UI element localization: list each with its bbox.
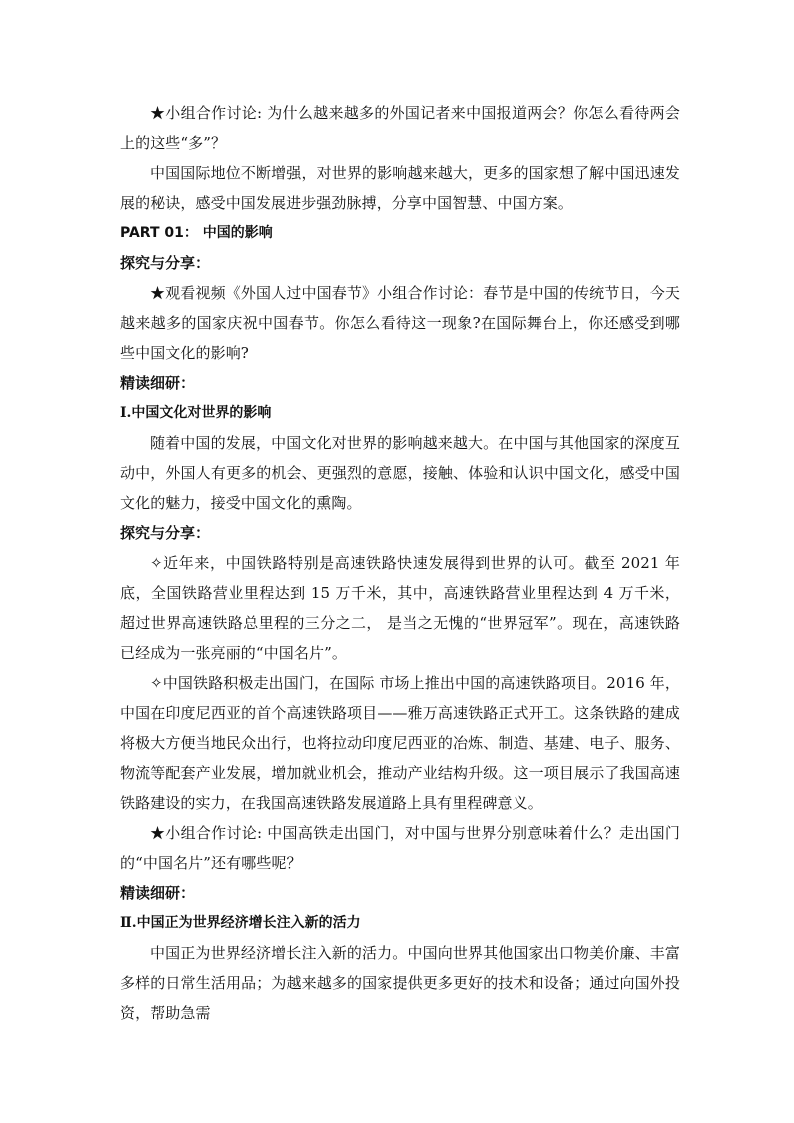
close-reading-heading-2: 精读细研： xyxy=(120,884,196,902)
intro-paragraph: 中国国际地位不断增强，对世界的影响越来越大，更多的国家想了解中国迅速发展的秘诀，感受中国发展进步强劲脉搏，分享中国智慧、中国方案。 xyxy=(120,164,680,212)
subheading-world-economy: Ⅱ.中国正为世界经济增长注入新的活力 xyxy=(120,915,361,931)
culture-influence-paragraph: 随着中国的发展，中国文化对世界的影响越来越大。在中国与其他国家的深度互动中，外国人有更多的机会、更强烈的意愿，接触、体验和认识中国文化，感受中国文化的魅力，接受中国文化的熏陶。 xyxy=(120,434,680,512)
subheading-chinese-culture: Ⅰ.中国文化对世界的影响 xyxy=(120,405,272,421)
railway-item-1: ✧近年来，中国铁路特别是高速铁路快速发展得到世界的认可。截至 2021 年底，全国铁路营业里程达到 15 万千米，其中，高速铁路营业里程达到 4 万千米，超过世界高速铁路总里程的三分之二， 是当之无愧的“世界冠军”。现在，高速铁路已经成为一张亮丽的“中国名片”。 xyxy=(120,554,680,662)
explore-share-heading-2: 探究与分享： xyxy=(120,524,211,542)
economy-paragraph: 中国正为世界经济增长注入新的活力。中国向世界其他国家出口物美价廉、丰富多样的日常生活用品；为越来越多的国家提供更多更好的技术和设备；通过向国外投资，帮助急需 xyxy=(120,944,680,1022)
spring-festival-discussion: ★观看视频《外国人过中国春节》小组合作讨论：春节是中国的传统节日，今天越来越多的国家庆祝中国春节。你怎么看待这一现象?在国际舞台上，你还感受到哪些中国文化的影响? xyxy=(120,284,680,362)
part-title: PART 01： 中国的影响 xyxy=(120,225,273,241)
document-page xyxy=(120,98,680,1028)
discussion-prompt-two-sessions: ★小组合作讨论: 为什么越来越多的外国记者来中国报道两会？你怎么看待两会上的这些“多”？ xyxy=(120,104,680,152)
railway-item-2: ✧中国铁路积极走出国门，在国际 市场上推出中国的高速铁路项目。2016 年，中国在印度尼西亚的首个高速铁路项目——雅万高速铁路正式开工。这条铁路的建成将极大方便当地民众出行，也将拉动印度尼西亚的冶炼、制造、基建、电子、服务、物流等配套产业发展，增加就业机会，推动产业结构升级。这一项目展示了我国高速铁路建设的实力，在我国高速铁路发展道路上具有里程碑意义。 xyxy=(120,674,680,812)
explore-share-heading-1: 探究与分享： xyxy=(120,254,211,272)
close-reading-heading-1: 精读细研： xyxy=(120,374,196,392)
railway-discussion-prompt: ★小组合作讨论: 中国高铁走出国门，对中国与世界分别意味着什么？走出国门的“中国名片”还有哪些呢？ xyxy=(120,824,680,872)
